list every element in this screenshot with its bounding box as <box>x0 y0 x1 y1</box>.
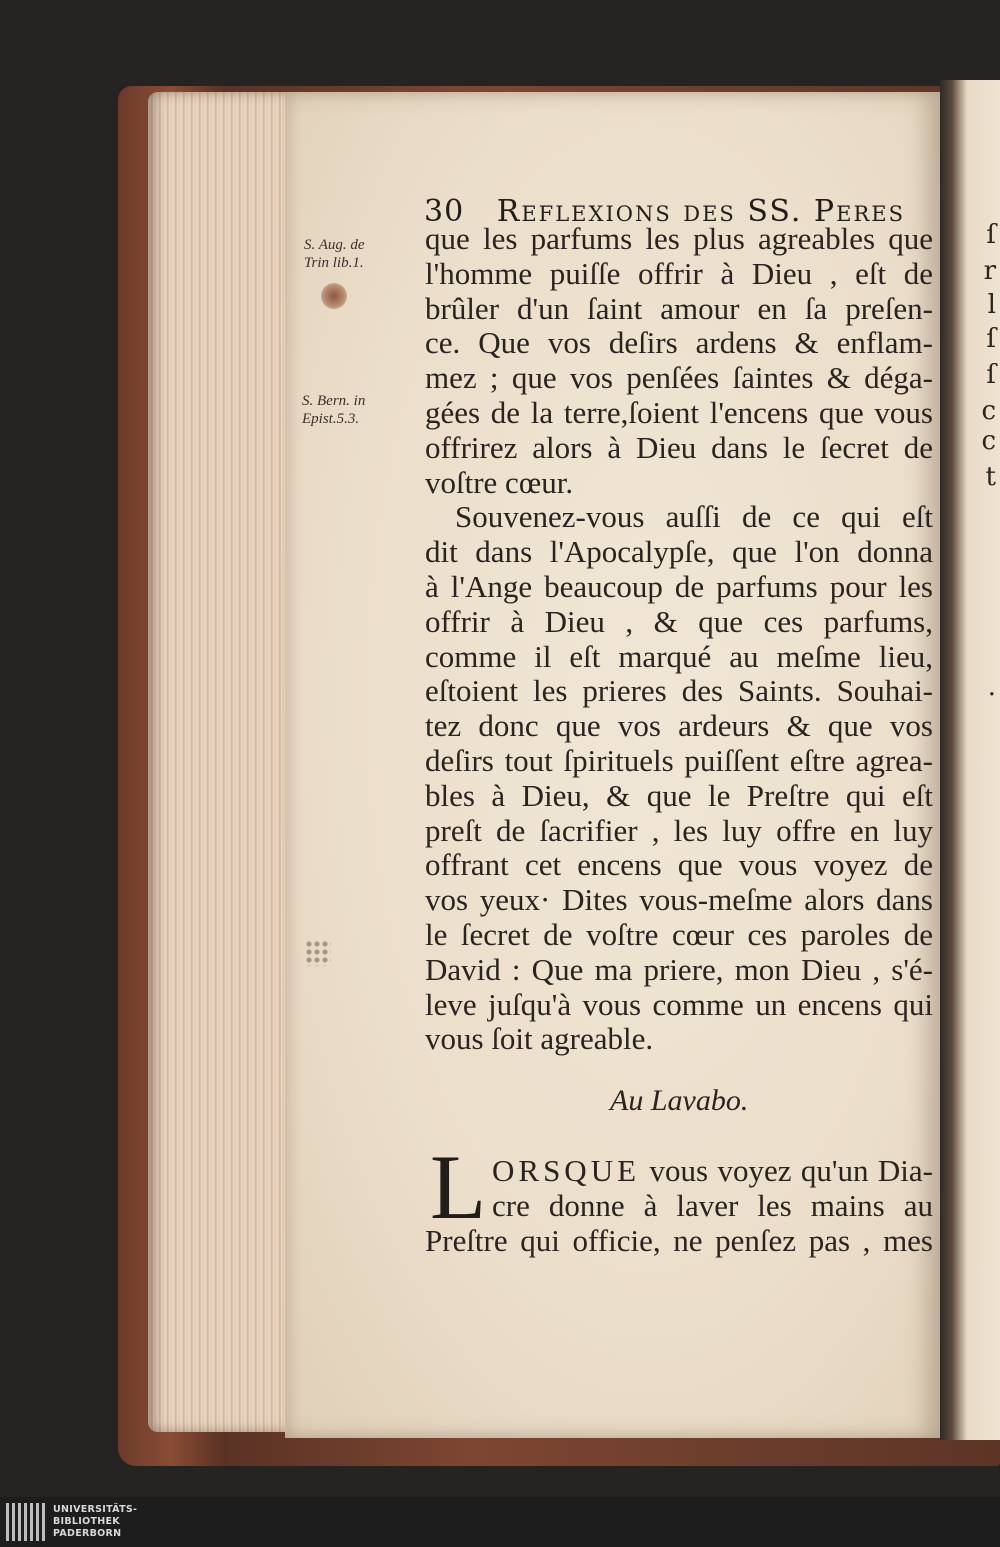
facing-page-edge: ſ r l ſ ſ c c t · <box>981 220 996 710</box>
text-line: le ſecret de voſtre cœur ces paroles de <box>425 916 933 952</box>
paragraph-3 <box>425 1154 933 1258</box>
text-line: tez donc que vos ardeurs & que vos <box>425 708 933 744</box>
margin-note-bernard: S. Bern. in Epist.5.3. <box>302 393 366 427</box>
text-line: preſt de ſacrifier , les luy offre en luy <box>425 812 933 848</box>
text-line: cre donne à laver les mains au <box>492 1187 933 1223</box>
margin-note-augustine: S. Aug. de Trin lib.1. <box>304 237 365 271</box>
paper-speck <box>305 940 331 966</box>
library-logo-icon <box>6 1503 46 1541</box>
text-line: David : Que ma priere, mon Dieu , s'é- <box>425 951 933 987</box>
text-line: eſtoient les prieres des Saints. Souhai- <box>425 673 933 709</box>
text-line: vos yeux· Dites vous-meſme alors dans <box>425 882 933 918</box>
text-line: offrir à Dieu , & que ces parfums, <box>425 603 933 639</box>
text-line: comme il eſt marqué au meſme lieu, <box>425 638 933 674</box>
text-line: Souvenez-vous auſſi de ce qui eſt <box>455 499 933 535</box>
text-line: vous ſoit agreable. <box>425 1021 654 1057</box>
section-heading: Au Lavabo. <box>610 1084 749 1117</box>
text-line: gées de la terre,ſoient l'encens que vous <box>425 394 933 430</box>
body-text <box>425 222 933 1057</box>
text-line: bles à Dieu, & que le Preſtre qui eſt <box>425 777 933 813</box>
text-line: offrirez alors à Dieu dans le ſecret de <box>425 429 933 465</box>
paragraph-2 <box>425 500 933 1057</box>
text-line: offrant cet encens que vous voyez de <box>425 847 933 883</box>
text-line: leve juſqu'à vous comme un encens qui <box>425 986 933 1022</box>
paragraph-1 <box>425 222 933 500</box>
text-line: à l'Ange beaucoup de parfums pour les <box>425 568 933 604</box>
drop-cap: L <box>430 1136 487 1238</box>
running-title: Reflexions des SS. Peres <box>496 194 905 229</box>
text-line: deſirs tout ſpirituels puiſſent eſtre agrea- <box>425 742 933 778</box>
text-line: dit dans l'Apocalypſe, que l'on donna <box>425 534 933 570</box>
page-edges <box>148 92 288 1432</box>
library-footer <box>0 1497 1000 1547</box>
page-number: 30 <box>424 194 465 229</box>
library-name: UNIVERSITÄTS- BIBLIOTHEK PADERBORN <box>53 1504 138 1539</box>
ink-stain <box>321 283 347 309</box>
text-line: que les parfums les plus agreables que <box>425 221 933 256</box>
text-line: brûler d'un ſaint amour en ſa preſen- <box>425 290 933 326</box>
text-line: ORSQUE vous voyez qu'un Dia- <box>492 1153 933 1188</box>
text-line: l'homme puiſſe offrir à Dieu , eſt de <box>425 255 933 291</box>
text-line: ce. Que vos deſirs ardens & enflam- <box>425 325 933 361</box>
text-line: mez ; que vos penſées ſaintes & déga- <box>425 360 933 396</box>
text-line: voſtre cœur. <box>425 464 574 500</box>
text-line: Preſtre qui officie, ne penſez pas , mes <box>425 1222 933 1258</box>
